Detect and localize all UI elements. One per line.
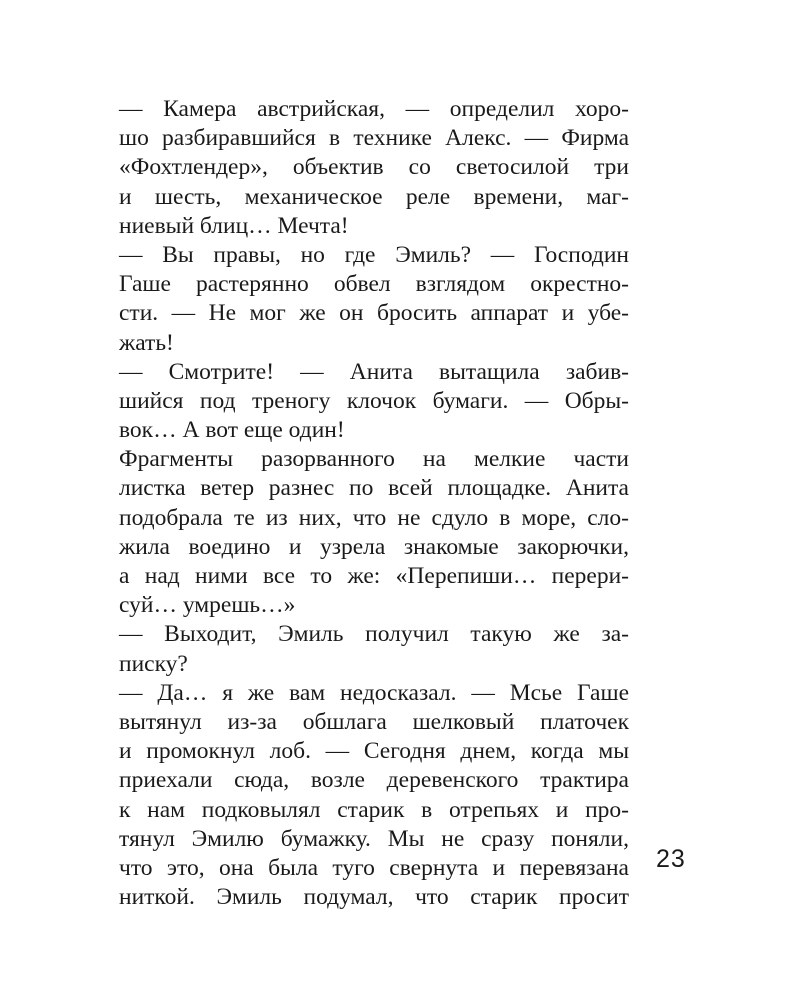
text-line: и промокнул лоб. — Сегодня днем, когда мы [119, 738, 629, 765]
text-line: листка ветер разнес по всей площадке. Анита [119, 475, 629, 502]
text-line: — Камера австрийская, — определил хоро- [119, 96, 629, 122]
text-line: шо разбиравшийся в технике Алекс. — Фирма [119, 125, 629, 152]
text-line: «Фохтлендер», объектив со светосилой три [119, 154, 629, 181]
text-line: вок… А вот еще один! [119, 417, 345, 444]
text-line: — Вы правы, но где Эмиль? — Господин [119, 241, 629, 268]
text-line: к нам подковылял старик в отрепьях и про- [119, 796, 629, 823]
text-line: — Да… я же вам недосказал. — Мсье Гаше [119, 679, 629, 706]
text-line: и шесть, механическое реле времени, маг- [119, 183, 629, 210]
text-line: подобрала те из них, что не сдуло в море, сло- [119, 504, 629, 531]
text-line: Фрагменты разорванного на мелкие части [119, 446, 629, 473]
page-number: 23 [656, 845, 686, 873]
text-line: писку? [119, 650, 188, 677]
text-line: жила воедино и узрела знакомые закорючки, [119, 533, 629, 560]
text-line: приехали сюда, возле деревенского трактира [119, 767, 629, 794]
text-line: жать! [119, 329, 174, 356]
text-line: вытянул из-за обшлага шелковый платочек [119, 708, 629, 735]
text-line: тянул Эмилю бумажку. Мы не сразу поняли, [119, 825, 629, 852]
body-text [119, 95, 629, 912]
text-line: ниткой. Эмиль подумал, что старик просит [119, 884, 629, 911]
text-line: суй… умрешь…» [119, 592, 296, 619]
text-line: что это, она была туго свернута и перевязана [119, 854, 629, 881]
text-line: а над ними все то же: «Перепиши… перери- [119, 563, 629, 589]
text-line: шийся под треногу клочок бумаги. — Обры- [119, 387, 629, 414]
text-line: сти. — Не мог же он бросить аппарат и убе- [119, 300, 629, 327]
text-line: — Выходит, Эмиль получил такую же за- [119, 621, 629, 648]
text-line: Гаше растерянно обвел взглядом окрестно- [119, 271, 629, 298]
text-line: ниевый блиц… Мечта! [119, 212, 349, 239]
text-line: — Смотрите! — Анита вытащила забив- [119, 358, 629, 385]
